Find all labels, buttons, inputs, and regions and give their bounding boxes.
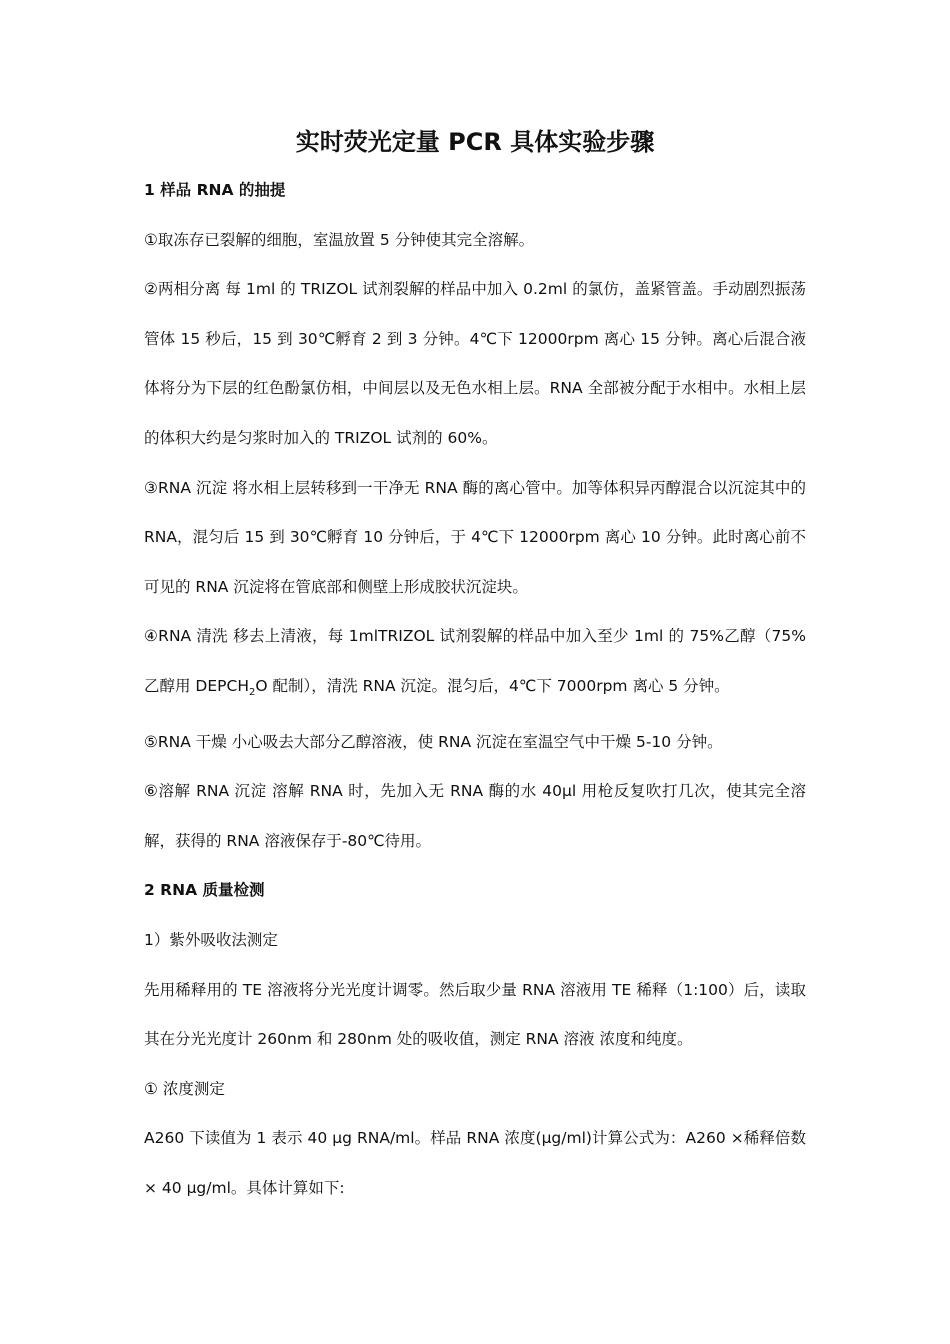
section-2-heading: 2 RNA 质量检测: [144, 881, 265, 900]
section-1-heading: 1 样品 RNA 的抽提: [144, 181, 286, 199]
step-4-paragraph: [144, 612, 806, 717]
step-4-text-b: O 配制），清洗 RNA 沉淀。混匀后，4℃下 7000rpm 离心 5 分钟。: [255, 676, 730, 695]
step-2-paragraph: ②两相分离 每 1ml 的 TRIZOL 试剂裂解的样品中加入 0.2ml 的氯仿，盖紧管盖。手动剧烈振荡管体 15 秒后，15 到 30℃孵育 2 到 3 分钟。4℃下 12000rpm 离心 15 分钟。离心后混合液体将分为下层的红色酚氯仿相，中间层以及无色水相上层。RNA 全部被分配于水相中。水相上层的体积大约是匀浆时加入的 TRIZOL 试剂的 60%。: [144, 280, 806, 447]
step-6-paragraph: ⑥溶解 RNA 沉淀 溶解 RNA 时，先加入无 RNA 酶的水 40μl 用枪反复吹打几次，使其完全溶解，获得的 RNA 溶液保存于-80℃待用。: [144, 782, 806, 850]
step-3-paragraph: ③RNA 沉淀 将水相上层转移到一干净无 RNA 酶的离心管中。加等体积异丙醇混合以沉淀其中的 RNA，混匀后 15 到 30℃孵育 10 分钟后，于 4℃下 12000rpm 离心 10 分钟。此时离心前不可见的 RNA 沉淀将在管底部和侧壁上形成胶状沉淀块。: [144, 478, 806, 596]
concentration-paragraph: A260 下读值为 1 表示 40 μg RNA/ml。样品 RNA 浓度(μg/ml)计算公式为：A260 ×稀释倍数× 40 μg/ml。具体计算如下:: [144, 1129, 806, 1197]
document-body: [144, 166, 806, 1214]
concentration-item: ① 浓度测定: [144, 1079, 225, 1098]
document-title: 实时荧光定量 PCR 具体实验步骤: [295, 128, 655, 156]
step-1-paragraph: ①取冻存已裂解的细胞，室温放置 5 分钟使其完全溶解。: [144, 230, 535, 249]
step-4-subscript: 2: [248, 687, 256, 699]
step-4-text-a: ④RNA 清洗 移去上清液，每 1mlTRIZOL 试剂裂解的样品中加入至少 1ml 的 75%乙醇（75%乙醇用 DEPCH: [144, 627, 806, 695]
uv-method-paragraph: 先用稀释用的 TE 溶液将分光光度计调零。然后取少量 RNA 溶液用 TE 稀释（1:100）后，读取其在分光光度计 260nm 和 280nm 处的吸收值，测定 RNA 溶液 浓度和纯度。: [144, 980, 806, 1049]
step-5-paragraph: ⑤RNA 干燥 小心吸去大部分乙醇溶液，使 RNA 沉淀在室温空气中干燥 5-10 分钟。: [144, 732, 723, 751]
subsection-1-heading: 1）紫外吸收法测定: [144, 931, 278, 949]
